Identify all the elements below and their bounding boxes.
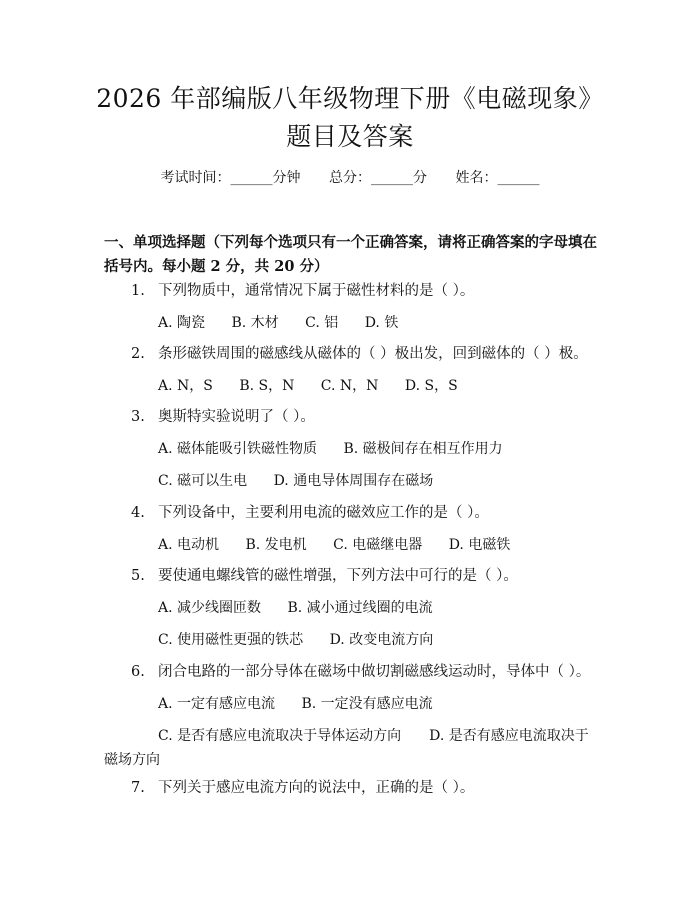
option-d: D. S，S <box>404 378 458 394</box>
question-text: 奥斯特实验说明了（ ）。 <box>158 409 315 425</box>
question-number: 4. <box>131 505 145 521</box>
section-heading: 一、单项选择题（下列每个选项只有一个正确答案，请将正确答案的字母填在括号内。每小题 2 分，共 20 分） <box>104 234 597 275</box>
question-1-options <box>158 313 398 333</box>
exam-time: 考试时间：______分钟 <box>160 170 301 186</box>
question-text: 条形磁铁周围的磁感线从磁体的（ ）极出发，回到磁体的（ ）极。 <box>158 346 588 362</box>
option-b: B. 磁极间存在相互作用力 <box>343 441 503 457</box>
question-text: 下列关于感应电流方向的说法中，正确的是（ ）。 <box>158 780 475 796</box>
question-3 <box>131 407 315 427</box>
option-b: B. S，N <box>239 378 295 394</box>
question-6 <box>131 662 590 682</box>
option-a: A. N，S <box>158 378 213 394</box>
question-4-options <box>158 535 510 555</box>
option-c: C. 铝 <box>305 315 339 331</box>
option-d: D. 通电导体周围存在磁场 <box>273 473 434 489</box>
option-c: C. 使用磁性更强的铁芯 <box>158 632 304 648</box>
question-3-options-row2 <box>158 471 433 491</box>
question-text: 要使通电螺线管的磁性增强，下列方法中可行的是（ ）。 <box>158 568 518 584</box>
exam-score: 总分：______分 <box>329 170 427 186</box>
question-number: 1. <box>131 283 145 299</box>
question-5 <box>131 566 518 586</box>
question-6-options-row2: C. 是否有感应电流取决于导体运动方向 D. 是否有感应电流取决于磁场方向 <box>104 728 589 768</box>
question-5-options-row1 <box>158 598 433 618</box>
question-1 <box>131 281 474 301</box>
question-text: 下列设备中，主要利用电流的磁效应工作的是（ ）。 <box>158 505 489 521</box>
option-d: D. 电磁铁 <box>448 537 511 553</box>
option-c: C. N，N <box>320 378 379 394</box>
question-text: 下列物质中，通常情况下属于磁性材料的是（ ）。 <box>158 283 475 299</box>
option-a: A. 减少线圈匝数 <box>158 600 262 616</box>
option-c: C. 磁可以生电 <box>158 473 248 489</box>
question-2-options <box>158 376 458 396</box>
option-b: B. 发电机 <box>245 537 307 553</box>
exam-meta <box>0 168 700 188</box>
question-4 <box>131 503 489 523</box>
option-d: D. 改变电流方向 <box>329 632 434 648</box>
question-6-options-row1 <box>158 694 433 714</box>
question-5-options-row2 <box>158 630 433 650</box>
option-c: C. 电磁继电器 <box>333 537 423 553</box>
option-b: B. 减小通过线圈的电流 <box>287 600 433 616</box>
question-2 <box>131 344 588 364</box>
page-title: 2026 年部编版八年级物理下册《电磁现象》 <box>96 84 604 113</box>
question-number: 3. <box>131 409 145 425</box>
option-b: B. 一定没有感应电流 <box>301 696 433 712</box>
question-3-options-row1 <box>158 439 503 459</box>
option-a: A. 磁体能吸引铁磁性物质 <box>158 441 318 457</box>
option-d: D. 铁 <box>364 315 399 331</box>
exam-name: 姓名：______ <box>455 170 540 186</box>
question-number: 2. <box>131 346 145 362</box>
question-7 <box>131 778 474 798</box>
question-number: 6. <box>131 664 145 680</box>
page-subtitle: 题目及答案 <box>286 122 414 151</box>
question-number: 5. <box>131 568 145 584</box>
option-a: A. 一定有感应电流 <box>158 696 276 712</box>
option-a: A. 陶瓷 <box>158 315 206 331</box>
question-number: 7. <box>131 780 145 796</box>
question-text: 闭合电路的一部分导体在磁场中做切割磁感线运动时，导体中（ ）。 <box>158 664 591 680</box>
option-a: A. 电动机 <box>158 537 220 553</box>
option-b: B. 木材 <box>231 315 279 331</box>
